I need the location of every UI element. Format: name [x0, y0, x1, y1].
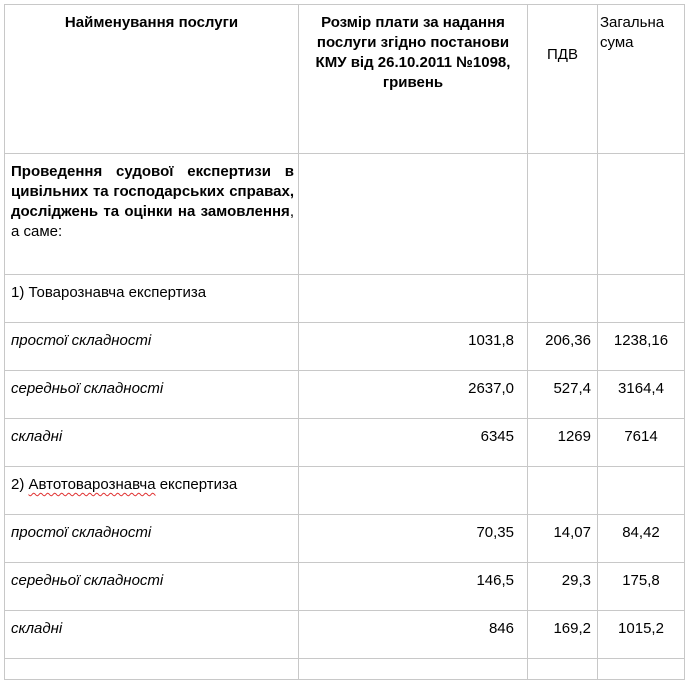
row-total: 3164,4: [598, 371, 685, 419]
table-row: [5, 563, 685, 611]
row-total: 1238,16: [598, 323, 685, 371]
header-total: Загальна сума: [598, 5, 685, 154]
row-label: середньої складності: [5, 371, 299, 419]
row-fee: 6345: [299, 419, 528, 467]
row-vat: 14,07: [528, 515, 598, 563]
table-row: [5, 371, 685, 419]
row-total: 175,8: [598, 563, 685, 611]
row-label: складні: [5, 611, 299, 659]
header-service: Найменування послуги: [5, 5, 299, 154]
row-total: 1015,2: [598, 611, 685, 659]
row-total: 7614: [598, 419, 685, 467]
table-row-cutoff: [5, 659, 685, 680]
table-row: [5, 515, 685, 563]
table-row: [5, 419, 685, 467]
section-row: [5, 467, 685, 515]
header-vat: ПДВ: [528, 5, 598, 154]
spellcheck-word: Автотоварознавча: [28, 476, 156, 493]
intro-bold-text: Проведення судової експертизи в цивільних та господарських справах, досліджень та оцінки на замовлення: [11, 163, 294, 220]
intro-rest-text: , а саме:: [11, 203, 294, 240]
row-fee: 2637,0: [299, 371, 528, 419]
row-vat: 169,2: [528, 611, 598, 659]
row-fee: 146,5: [299, 563, 528, 611]
section-title: 1) Товарознавча експертиза: [5, 275, 299, 323]
header-row: [5, 5, 685, 154]
row-total: 84,42: [598, 515, 685, 563]
table-row: [5, 611, 685, 659]
section-row: [5, 275, 685, 323]
row-fee: 70,35: [299, 515, 528, 563]
row-vat: 527,4: [528, 371, 598, 419]
row-vat: 206,36: [528, 323, 598, 371]
row-label: середньої складності: [5, 563, 299, 611]
section-title: 2) Автотоварознавча експертиза: [5, 467, 299, 515]
row-vat: 29,3: [528, 563, 598, 611]
intro-cell: [5, 154, 299, 275]
row-vat: 1269: [528, 419, 598, 467]
row-label: простої складності: [5, 323, 299, 371]
fees-table: [4, 4, 685, 680]
row-label: складні: [5, 419, 299, 467]
intro-row: [5, 154, 685, 275]
table-row: [5, 323, 685, 371]
row-label: простої складності: [5, 515, 299, 563]
row-fee: 846: [299, 611, 528, 659]
row-fee: 1031,8: [299, 323, 528, 371]
header-fee: Розмір плати за надання послуги згідно постанови КМУ від 26.10.2011 №1098, гривень: [299, 5, 528, 154]
